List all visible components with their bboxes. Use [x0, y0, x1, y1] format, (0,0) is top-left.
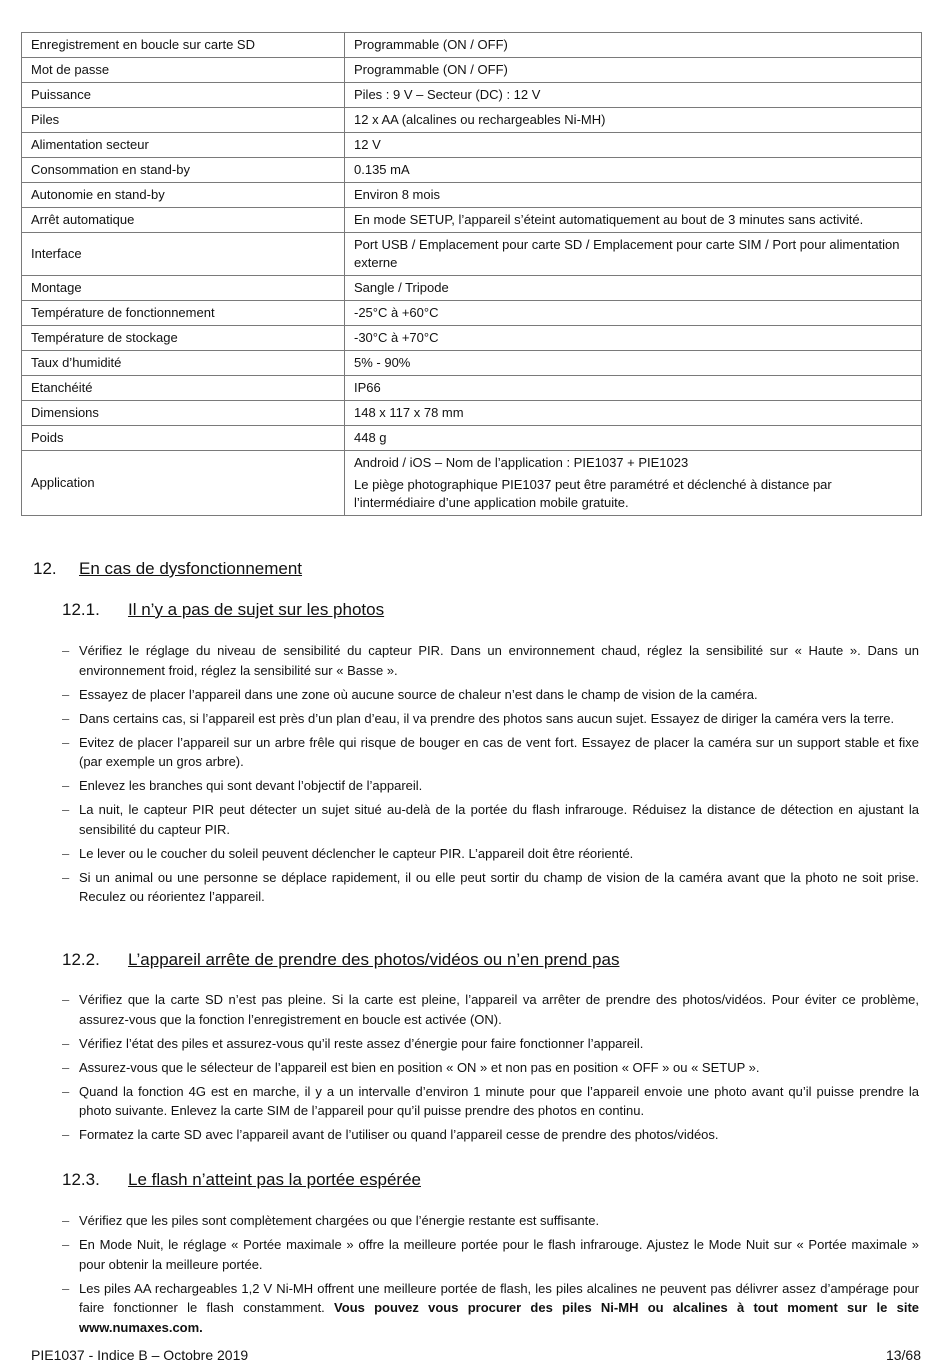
spec-row — [22, 276, 922, 301]
page-number: 13/68 — [885, 1347, 921, 1363]
list-item: – Vérifiez l’état des piles et assurez-vous qu’il reste assez d’énergie pour faire fonctionner l’appareil. — [62, 1034, 919, 1054]
list-item: – La nuit, le capteur PIR peut détecter un sujet situé au-delà de la portée du flash infrarouge. Réduisez la distance de détection en ajustant la sensibilité du capteur PIR. — [62, 800, 919, 839]
spec-value: Environ 8 mois — [345, 183, 922, 208]
list-item: – Essayez de placer l’appareil dans une zone où aucune source de chaleur n’est dans le champ de vision de la caméra. — [62, 685, 919, 705]
spec-label: Interface — [22, 233, 345, 276]
list-item-text: Les piles AA rechargeables 1,2 V Ni-MH offrent une meilleure portée de flash, les piles alcalines ne peuvent pas délivrer assez d’ampérage pour faire fonctionner le flash constamment. — [79, 1280, 919, 1315]
spec-label: Enregistrement en boucle sur carte SD — [22, 33, 345, 58]
spec-row — [22, 108, 922, 133]
spec-label: Application — [22, 451, 345, 516]
list-item: – Dans certains cas, si l’appareil est près d’un plan d’eau, il va prendre des photos sans aucun sujet. Essayez de diriger la caméra vers la terre. — [62, 709, 919, 729]
spec-label: Poids — [22, 426, 345, 451]
spec-value: IP66 — [345, 376, 922, 401]
list-item: – Enlevez les branches qui sont devant l’objectif de l’appareil. — [62, 776, 919, 796]
list-item-bold-text: Vous pouvez vous procurer des piles Ni-MH ou alcalines à tout moment sur le site www.numaxes.com. — [79, 1300, 920, 1335]
list-item: – Le lever ou le coucher du soleil peuvent déclencher le capteur PIR. L’appareil doit être réorienté. — [62, 844, 919, 864]
list-item: – Vérifiez que la carte SD n’est pas pleine. Si la carte est pleine, l’appareil va arrêter de prendre des photos/vidéos. Pour éviter ce problème, assurez-vous que la fonction l’enregistrement en boucle est activée (ON). — [62, 990, 919, 1029]
spec-value: 148 x 117 x 78 mm — [345, 401, 922, 426]
spec-value: Programmable (ON / OFF) — [345, 33, 922, 58]
spec-row — [22, 183, 922, 208]
list-item: – Formatez la carte SD avec l’appareil avant de l’utiliser ou quand l’appareil cesse de prendre des photos/vidéos. — [62, 1125, 919, 1145]
spec-label: Arrêt automatique — [22, 208, 345, 233]
spec-row — [22, 376, 922, 401]
subsection-heading-3 — [62, 1169, 421, 1191]
spec-value: -30°C à +70°C — [345, 326, 922, 351]
spec-row — [22, 351, 922, 376]
spec-row — [22, 301, 922, 326]
section-number: 12. — [33, 559, 57, 578]
subsection-heading-2 — [62, 949, 619, 971]
spec-value: Port USB / Emplacement pour carte SD / Emplacement pour carte SIM / Port pour alimentation externe — [345, 233, 922, 276]
troubleshooting-list-2 — [62, 990, 919, 1149]
spec-value-line: Android / iOS – Nom de l’application : PIE1037 + PIE1023 — [354, 455, 689, 470]
spec-label: Température de stockage — [22, 326, 345, 351]
spec-value-line: Le piège photographique PIE1037 peut être paramétré et déclenché à distance par l’intermédiaire d’une application mobile gratuite. — [354, 477, 832, 510]
spec-value: 5% - 90% — [345, 351, 922, 376]
list-item — [62, 1279, 919, 1338]
spec-row — [22, 208, 922, 233]
spec-label: Etanchéité — [22, 376, 345, 401]
spec-value: En mode SETUP, l’appareil s’éteint automatiquement au bout de 3 minutes sans activité. — [345, 208, 922, 233]
subsection-number: 12.1. — [62, 600, 100, 619]
subsection-number: 12.2. — [62, 950, 100, 969]
subsection-title: L’appareil arrête de prendre des photos/vidéos ou n’en prend pas — [128, 950, 620, 969]
spec-row — [22, 58, 922, 83]
subsection-heading-1 — [62, 599, 384, 621]
troubleshooting-list-3 — [62, 1211, 919, 1342]
spec-value: 12 x AA (alcalines ou rechargeables Ni-MH) — [345, 108, 922, 133]
subsection-title: Le flash n’atteint pas la portée espérée — [128, 1170, 421, 1189]
section-heading — [33, 558, 302, 580]
list-item: – Quand la fonction 4G est en marche, il y a un intervalle d’environ 1 minute pour que l’appareil envoie une photo avant qu’il puisse prendre la photo suivante. Enlevez la carte SIM de l’appareil pour qu’il puisse prendre des photos en continu. — [62, 1082, 919, 1121]
spec-value: Sangle / Tripode — [345, 276, 922, 301]
subsection-number: 12.3. — [62, 1170, 100, 1189]
spec-value: 0.135 mA — [345, 158, 922, 183]
spec-row — [22, 33, 922, 58]
list-item: – Evitez de placer l’appareil sur un arbre frêle qui risque de bouger en cas de vent fort. Essayez de placer la caméra sur un support stable et fixe (par exemple un gros arbre). — [62, 733, 919, 772]
spec-row — [22, 133, 922, 158]
spec-value: Programmable (ON / OFF) — [345, 58, 922, 83]
spec-value: 448 g — [345, 426, 922, 451]
page-footer — [31, 1346, 921, 1364]
footer-document-ref: PIE1037 - Indice B – Octobre 2019 — [31, 1347, 249, 1363]
spec-row — [22, 83, 922, 108]
list-item: – En Mode Nuit, le réglage « Portée maximale » offre la meilleure portée pour le flash infrarouge. Ajustez le Mode Nuit sur « Portée maximale » pour obtenir la meilleure portée. — [62, 1235, 919, 1274]
spec-value: Piles : 9 V – Secteur (DC) : 12 V — [345, 83, 922, 108]
list-item: – Vérifiez que les piles sont complètement chargées ou que l’énergie restante est suffisante. — [62, 1211, 919, 1231]
section-title: En cas de dysfonctionnement — [79, 559, 303, 578]
spec-label: Montage — [22, 276, 345, 301]
specifications-table — [21, 32, 922, 516]
list-item: – Si un animal ou une personne se déplace rapidement, il ou elle peut sortir du champ de vision de la caméra avant que la photo ne soit prise. Reculez ou réorientez l’appareil. — [62, 868, 919, 907]
spec-label: Puissance — [22, 83, 345, 108]
spec-row — [22, 158, 922, 183]
subsection-title: Il n’y a pas de sujet sur les photos — [128, 600, 385, 619]
spec-label: Alimentation secteur — [22, 133, 345, 158]
spec-value: -25°C à +60°C — [345, 301, 922, 326]
spec-value — [345, 451, 922, 516]
spec-label: Autonomie en stand-by — [22, 183, 345, 208]
spec-row — [22, 451, 922, 516]
spec-label: Consommation en stand-by — [22, 158, 345, 183]
spec-label: Température de fonctionnement — [22, 301, 345, 326]
spec-label: Piles — [22, 108, 345, 133]
spec-label: Mot de passe — [22, 58, 345, 83]
list-item: – Assurez-vous que le sélecteur de l’appareil est bien en position « ON » et non pas en position « OFF » ou « SETUP ». — [62, 1058, 919, 1078]
spec-row — [22, 233, 922, 276]
spec-label: Dimensions — [22, 401, 345, 426]
spec-row — [22, 426, 922, 451]
troubleshooting-list-1 — [62, 641, 919, 911]
list-item: – Vérifiez le réglage du niveau de sensibilité du capteur PIR. Dans un environnement chaud, réglez la sensibilité sur « Haute ». Dans un environnement froid, réglez la sensibilité sur « Basse ». — [62, 641, 919, 680]
spec-value: 12 V — [345, 133, 922, 158]
spec-row — [22, 401, 922, 426]
spec-label: Taux d’humidité — [22, 351, 345, 376]
spec-row — [22, 326, 922, 351]
